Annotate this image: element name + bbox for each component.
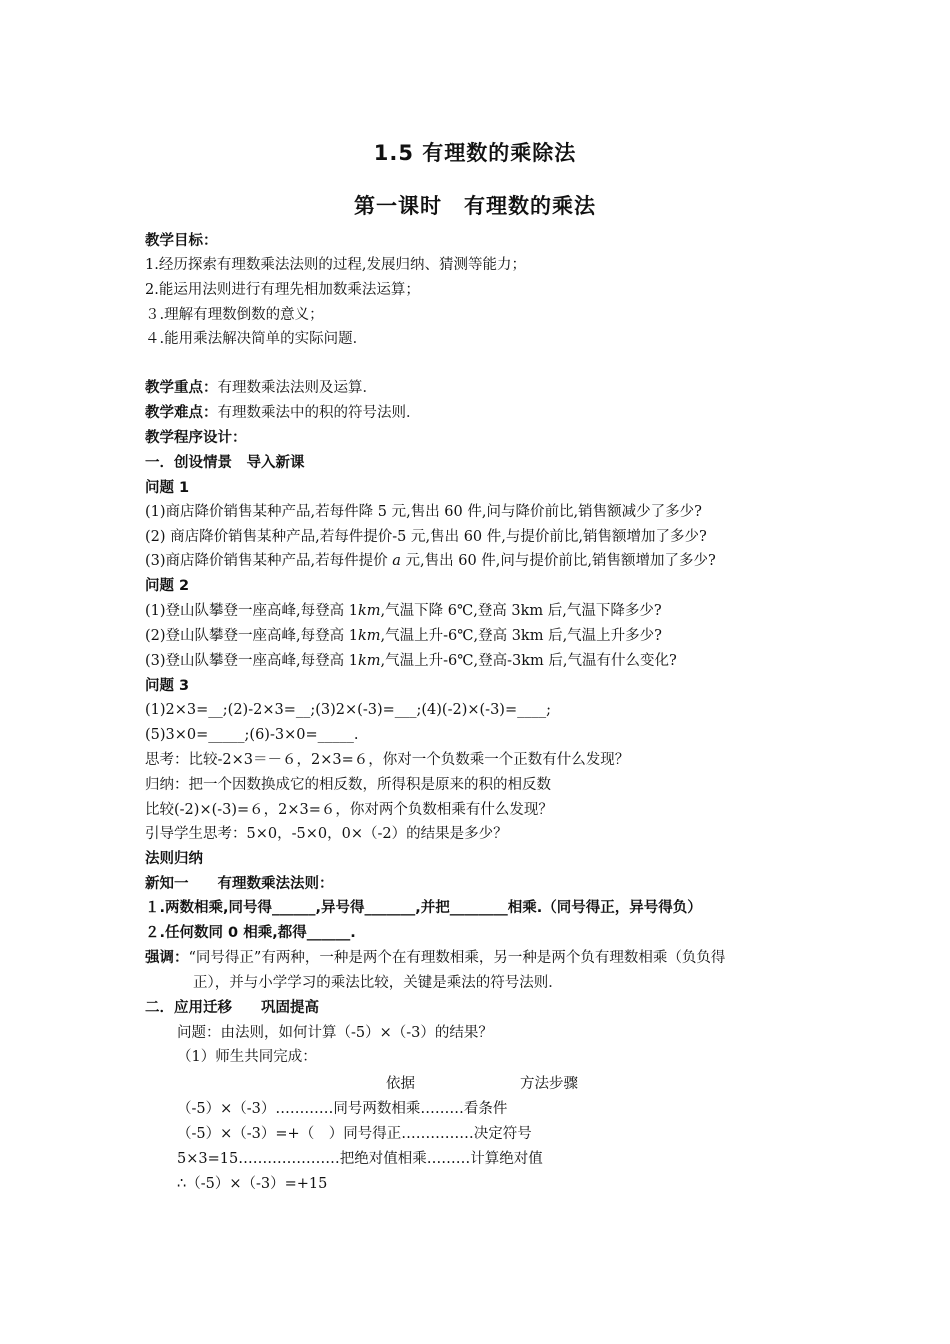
rule-item: １.两数相乘,同号得______,异号得_______,并把________相乘.（同号得正，异号得负） (145, 900, 702, 916)
question-text: (3)商店降价销售某种产品,若每件提价 (145, 553, 393, 569)
page-subtitle: 第一课时 有理数的乘法 (354, 194, 596, 218)
compare-text: 比较(-2)×(-3)=６，2×3=６，你对两个负数相乘有什么发现？ (145, 802, 553, 818)
goal-item: 2.能运用法则进行有理先相加数乘法运算； (145, 282, 420, 298)
step-intro: （1）师生共同完成： (177, 1049, 317, 1065)
question-text: ,气温下降 6℃,登高 3km 后,气温下降多少? (380, 603, 662, 619)
question-text: (1)登山队攀登一座高峰,每登高 1 (145, 603, 358, 619)
key-point (145, 378, 377, 398)
question-heading: 问题 1 (145, 480, 190, 496)
step-line: （-5）×（-3）=+（ ）同号得正……………决定符号 (177, 1126, 532, 1142)
question-item (145, 651, 677, 671)
column-basis: 依据 (386, 1076, 415, 1092)
goal-item: ４.能用乘法解决简单的实际问题． (145, 331, 368, 347)
question-item: (2) 商店降价销售某种产品,若每件提价-5 元,售出 60 件,与提价前比,销售额增加了多少? (145, 529, 707, 545)
think-text: 思考：比较-2×3＝－６，2×3=６，你对一个负数乘一个正数有什么发现？ (145, 752, 630, 768)
goals-heading: 教学目标： (145, 233, 218, 249)
rule-item: ２.任何数同 0 相乘,都得______. (145, 925, 356, 941)
difficulty-text: 有理数乘法中的积的符号法则． (217, 405, 421, 421)
question-text: (3)登山队攀登一座高峰,每登高 1 (145, 653, 358, 669)
design-heading: 教学程序设计： (145, 430, 247, 446)
emphasis (145, 948, 725, 968)
rule-heading: 法则归纳 (145, 851, 203, 867)
question-text: ,气温上升-6℃,登高 3km 后,气温上升多少? (380, 628, 662, 644)
unit-km: km (357, 653, 381, 669)
conclude-text: 归纳：把一个因数换成它的相反数，所得积是原来的积的相反数 (145, 777, 551, 793)
unit-km: km (357, 628, 381, 644)
goal-item: 1.经历探索有理数乘法法则的过程,发展归纳、猜测等能力； (145, 257, 526, 273)
step-line: （-5）×（-3）…………同号两数相乘………看条件 (177, 1101, 508, 1117)
question-item (145, 551, 716, 571)
question-item (145, 626, 662, 646)
difficulty-label: 教学难点： (145, 405, 218, 421)
emphasis-label: 强调： (145, 950, 189, 966)
question-heading: 问题 3 (145, 678, 190, 694)
key-point-label: 教学重点： (145, 380, 218, 396)
emphasis-text: “同号得正”有两种，一种是两个在有理数相乘，另一种是两个负有理数相乘（负负得 (188, 950, 726, 966)
goal-item: ３.理解有理数倒数的意义； (145, 307, 324, 323)
question-heading: 问题 2 (145, 578, 190, 594)
unit-km: km (357, 603, 381, 619)
problem-text: 问题：由法则，如何计算（-5）×（-3）的结果？ (177, 1025, 493, 1041)
key-point-text: 有理数乘法法则及运算． (217, 380, 377, 396)
question-text: (2)登山队攀登一座高峰,每登高 1 (145, 628, 358, 644)
section-heading: 二．应用迁移 巩固提高 (145, 1000, 319, 1016)
emphasis-text: 正），并与小学学习的乘法比较，关键是乘法的符号法则． (193, 975, 563, 991)
question-item: (5)3×0=_____;(6)-3×0=_____. (145, 727, 359, 743)
question-item (145, 601, 662, 621)
difficulty (145, 403, 421, 423)
question-item: (1)2×3=__;(2)-2×3=__;(3)2×(-3)=___;(4)(-2)×(-3)=____; (145, 702, 551, 718)
question-item: (1)商店降价销售某种产品,若每件降 5 元,售出 60 件,问与降价前比,销售额减少了多少? (145, 504, 702, 520)
page-title: 1.5 有理数的乘除法 (373, 141, 577, 165)
step-line: ∴（-5）×（-3）=+15 (177, 1176, 328, 1192)
question-text: ,气温上升-6℃,登高-3km 后,气温有什么变化? (380, 653, 677, 669)
guide-text: 引导学生思考：5×0，-5×0，0×（-2）的结果是多少？ (145, 826, 508, 842)
variable-a: a (392, 553, 401, 569)
column-steps: 方法步骤 (520, 1076, 578, 1092)
section-heading: 一．创设情景 导入新课 (145, 455, 305, 471)
step-line: 5×3=15…………………把绝对值相乘………计算绝对值 (177, 1151, 543, 1167)
new-knowledge-heading: 新知一 有理数乘法法则： (145, 876, 334, 892)
question-text: 元,售出 60 件,问与提价前比,销售额增加了多少? (400, 553, 716, 569)
